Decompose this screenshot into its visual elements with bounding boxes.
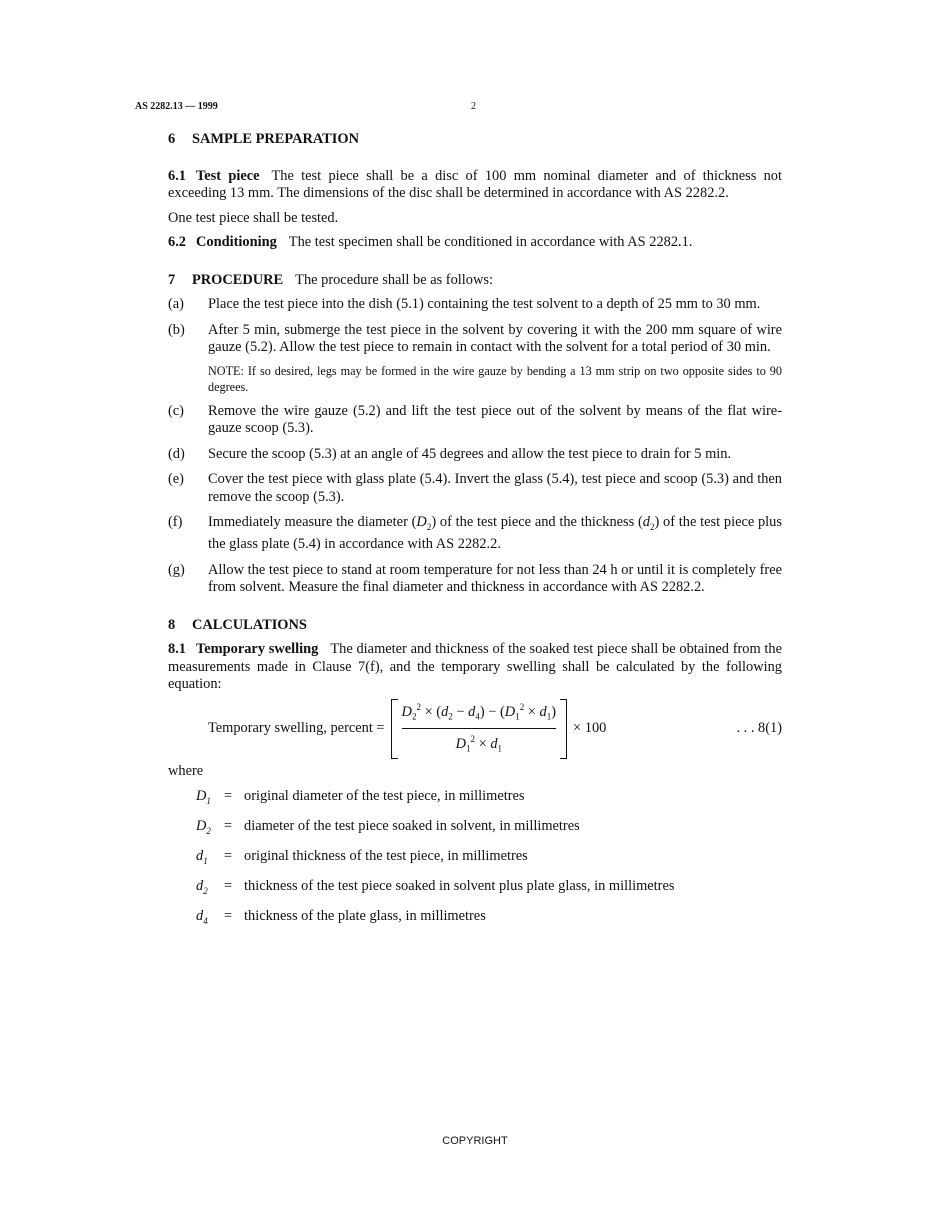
subscript: 1: [515, 711, 520, 722]
symbol: d: [468, 704, 476, 720]
list-text: After 5 min, submerge the test piece in the solvent by covering it with the 200 mm square of wire gauze (5.2). Allow the test piece to remain in contact with the solvent for a total period of 30 min.: [208, 321, 782, 355]
definition-symbol: [196, 848, 224, 870]
clause-text: The test piece shall be a disc of 100 mm nominal diameter and of thickness not exceeding 13 mm. The dimensions of the disc shall be determined in accordance with AS 2282.2.: [168, 167, 782, 201]
procedure-note: NOTE: If so desired, legs may be formed in the wire gauze by bending a 13 mm strip on two opposite sides to 90 degrees.: [208, 363, 782, 394]
subscript: 4: [475, 711, 480, 722]
list-text: Secure the scoop (5.3) at an angle of 45 degrees and allow the test piece to drain for 5 min.: [208, 445, 732, 462]
operator: ×: [527, 704, 536, 720]
superscript: 2: [416, 702, 421, 713]
left-bracket: [391, 699, 398, 758]
list-item: [168, 403, 782, 438]
symbol: d: [539, 704, 547, 720]
clause-number: 8.1: [168, 641, 186, 658]
definition-row: [196, 878, 782, 900]
paren: ): [479, 704, 485, 720]
section-number: 8: [168, 616, 176, 633]
definition-text: diameter of the test piece soaked in solvent, in millimetres: [244, 818, 580, 835]
paren: (: [436, 704, 442, 720]
symbol: d: [642, 514, 650, 530]
section-title: SAMPLE PREPARATION: [192, 131, 359, 147]
subscript: 2: [650, 521, 655, 532]
list-text: [208, 514, 782, 554]
text-part: Immediately measure the diameter (: [208, 514, 417, 530]
definition-text: thickness of the plate glass, in millimetres: [244, 908, 486, 925]
definition-symbol: [196, 788, 224, 810]
subscript: 1: [206, 796, 211, 807]
symbol: D: [416, 514, 427, 530]
document-body: [168, 131, 782, 938]
page-number: 2: [471, 101, 476, 112]
definition-symbol: [196, 908, 224, 930]
symbol: d: [196, 848, 204, 865]
subscript: 1: [497, 744, 503, 755]
list-item: [168, 446, 782, 464]
symbol: d: [490, 736, 498, 753]
list-label: (f): [168, 514, 183, 530]
superscript: 2: [519, 702, 525, 713]
definition-row: [196, 848, 782, 870]
list-label: (g): [168, 561, 185, 578]
clause-title: Test piece: [196, 167, 260, 184]
times-100: × 100: [573, 720, 607, 737]
right-bracket: [560, 699, 567, 758]
text-part: ) of the test piece plus the glass plate (5.4) in accordance with AS 2282.2.: [208, 514, 782, 553]
equation-bracket: [391, 699, 567, 758]
subscript: 1: [546, 711, 552, 722]
copyright-footer: COPYRIGHT: [442, 1135, 508, 1147]
equation-fraction: [398, 699, 560, 758]
list-item: [168, 514, 782, 554]
list-item: [168, 471, 782, 506]
equals-sign: =: [224, 878, 233, 895]
operator: −: [456, 704, 465, 720]
list-item: [168, 296, 782, 314]
section-title: CALCULATIONS: [192, 616, 307, 633]
clause-6-1: [168, 168, 782, 203]
subscript: 2: [426, 521, 432, 532]
clause-8-1: [168, 641, 782, 694]
clause-number: 6.2: [168, 234, 186, 250]
definition-row: [196, 788, 782, 810]
section-title: PROCEDURE: [192, 271, 284, 288]
section-8-heading: [168, 617, 782, 635]
one-test-piece-text: One test piece shall be tested.: [168, 209, 339, 226]
list-text: Place the test piece into the dish (5.1) containing the test solvent to a depth of 25 mm to 30 mm.: [208, 296, 761, 312]
subscript: 2: [411, 711, 417, 722]
definition-symbol: [196, 818, 224, 840]
equals-sign: =: [224, 818, 233, 835]
clause-6-2: [168, 234, 782, 252]
paren: ): [551, 704, 557, 720]
section-number: 7: [168, 271, 176, 288]
operator: ×: [478, 736, 487, 753]
fraction-denominator: [456, 729, 502, 758]
definition-symbol: [196, 878, 224, 900]
where-label: where: [168, 762, 204, 779]
paren: (: [499, 704, 505, 720]
subscript: 4: [203, 916, 208, 927]
definition-text: thickness of the test piece soaked in solvent plus plate glass, in millimetres: [244, 878, 675, 895]
list-label: (c): [168, 402, 184, 419]
symbol: D: [196, 818, 207, 835]
symbol: D: [455, 736, 466, 753]
symbol: d: [441, 704, 449, 720]
list-label: (b): [168, 321, 185, 338]
symbol: D: [504, 704, 516, 720]
subscript: 1: [203, 856, 208, 867]
subscript: 2: [206, 826, 211, 837]
operator: ×: [424, 704, 433, 720]
equals-sign: =: [224, 788, 233, 805]
symbol: d: [196, 878, 204, 895]
definition-row: [196, 818, 782, 840]
subscript: 2: [448, 711, 453, 722]
operator: −: [488, 704, 497, 720]
list-text: Allow the test piece to stand at room temperature for not less than 24 h or until it is completely free from solvent. Measure the final diameter and thickness in accordance with AS 2282.2.: [208, 561, 782, 596]
clause-title: Temporary swelling: [196, 641, 319, 658]
superscript: 2: [470, 734, 475, 745]
fraction-numerator: [402, 699, 556, 729]
clause-text: The test specimen shall be conditioned in accordance with AS 2282.1.: [288, 234, 693, 250]
equals-sign: =: [224, 848, 233, 865]
list-item: [168, 562, 782, 597]
text-part: ) of the test piece and the thickness (: [431, 514, 643, 530]
list-text: Remove the wire gauze (5.2) and lift the test piece out of the solvent by means of the flat wire-gauze scoop (5.3).: [208, 402, 782, 436]
standard-number: AS 2282.13 — 1999: [135, 101, 218, 112]
subscript: 1: [465, 744, 471, 755]
equation-8-1: [208, 701, 782, 757]
definition-text: original diameter of the test piece, in millimetres: [244, 788, 525, 805]
symbol: D: [401, 704, 412, 720]
equation-number: . . . 8(1): [736, 720, 782, 737]
clause-number: 6.1: [168, 167, 186, 184]
equation-lhs: Temporary swelling, percent =: [208, 720, 385, 737]
definition-text: original thickness of the test piece, in millimetres: [244, 848, 528, 865]
symbol: D: [196, 788, 207, 805]
section-6-heading: [168, 131, 782, 149]
clause-title: Conditioning: [196, 234, 277, 250]
section-7-heading: [168, 272, 782, 290]
procedure-intro: The procedure shall be as follows:: [295, 271, 493, 288]
list-text: Cover the test piece with glass plate (5.4). Invert the glass (5.4), test piece and scoop (5.3) and then remove the scoop (5.3).: [208, 471, 782, 505]
symbol: d: [196, 908, 204, 925]
clause-text: The diameter and thickness of the soaked test piece shall be obtained from the measurements made in Clause 7(f), and the temporary swelling shall be calculated by the following equation:: [168, 641, 783, 693]
definition-row: [196, 908, 782, 930]
list-item: [168, 322, 782, 357]
section-number: 6: [168, 131, 176, 147]
list-label: (d): [168, 445, 185, 462]
subscript: 2: [203, 886, 208, 897]
list-label: (e): [168, 471, 184, 487]
list-label: (a): [168, 296, 184, 312]
equals-sign: =: [224, 908, 233, 925]
